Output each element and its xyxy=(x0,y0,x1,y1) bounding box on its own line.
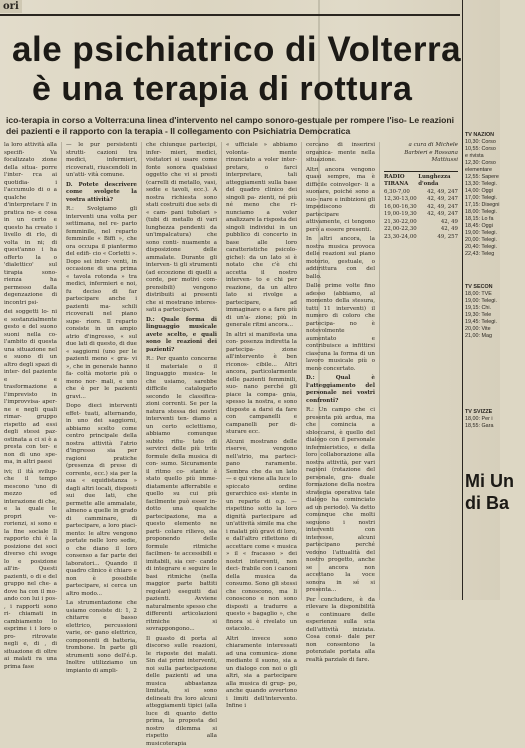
paragraph: In altri ancora, la nostra musica provoca delle reazioni sul piano motorio, gestuale, o addirittura con del ballo. xyxy=(306,236,375,281)
tv-listing-line: 10,30: Corso xyxy=(463,139,501,146)
radio-row xyxy=(384,211,458,219)
tv-listing-line: 19,45: Telegi. xyxy=(463,319,501,326)
paragraph: la loro attività alla specifi- Va focalizzato zione della situa- porre l'inter- rca ai quotidia- i l'accumulo di o a qualche d'interpretare l' in pratica no- e cosa in un certo e questo ha creato i livello di rlo, di volta in ni; di quest'anno i ha offerto la o 'dialettico' sul tirapia sono- rienza ha permesso dalla degenzazione di incontri psi- xyxy=(4,142,57,307)
radio-wavelength: 42, 49, 247 xyxy=(427,204,458,212)
tv-channel-title: TV SECON xyxy=(463,284,501,291)
interview-question: D.: Qual è l'atteggiamento del personale nei vostri confronti? xyxy=(306,375,375,405)
article-column-1 xyxy=(0,142,62,600)
tv-listing-line: 18,45: Oggi xyxy=(463,223,501,230)
radio-time: 12,30-13,00 xyxy=(384,196,417,204)
tv-listings-strip xyxy=(462,0,501,600)
paragraph: che chiunque partecipi, infer- mieri, medici, visitatori si usare come fonte sonora qualsiasi oggetto che vi si presti (carrelli di metallo, vasi, sedie e tavoli, ecc.). A nostra richiesta sono stati costruiti due sets di « cam- pani tubolari » (tubi di metallo di vari lunghezza pendenti da un'impalcatura) che sono conti- nuamente a disposizione delle ammalate. Durante gli interven- ti gli strumenti (ad eccezione di quelli a corde, per motivi com- prensibili) vengono distribuiti ai presenti che si mostrano interes- sati a parteciparvi. xyxy=(146,142,217,315)
article-column-3 xyxy=(142,142,222,600)
tv-listing-line: 14,00: Oggi xyxy=(463,188,501,195)
tv-block-secondo xyxy=(463,280,501,340)
radio-row xyxy=(384,204,458,212)
radio-wavelength: 42, 49, 247 xyxy=(427,196,458,204)
tv-listing-line: 19,15: Chi. xyxy=(463,305,501,312)
tv-lines xyxy=(463,291,501,340)
paragraph: La strumentazione che usiamo consiste di: 1, 2 chitarre e basso elettrico, percussioni varie, or- gano elettrico, componenti di batteria, trombone. In parte gli strumenti sono dell'é.p. Inoltre utilizziamo un impianto di ampli- xyxy=(66,600,137,675)
tv-listing-line: 17,00: Telegi. xyxy=(463,195,501,202)
tv-listing-line: 13,30: Telegi. xyxy=(463,181,501,188)
radio-time: 23,30-24,00 xyxy=(384,234,417,242)
tv-lines xyxy=(463,416,501,430)
tv-listing-line: 19,00: Telegi. xyxy=(463,230,501,237)
article-columns xyxy=(0,142,462,600)
radio-wavelength: 42, 49, 247 xyxy=(427,211,458,219)
paragraph: Alcuni mostrano delle riserve, vengono nell'atrio, ma parteci- pano raramente. Sembra che da un lato — e qui viene alla luce lo spiccato ordine gerarchico esi- stente in un reparto di o.p. — rispettino sotto la loro dignità partecipare ad un'attività simile ma che i malati più gravi di loro, e dall'altro riflettono di accettare come « musica » il « fracasso » dei nostri interventi, non deci- frabile con i canoni della musica da consumo. Sono gli stessi che conoscono, ma li conoscono e non sono disposti a tradurre a questo « bagaglio », che finora si è rivelato un ostacolo... xyxy=(226,439,297,634)
radio-time: 6,30-7,00 xyxy=(384,189,410,197)
tv-listing-line: 18,55: Gara xyxy=(463,423,501,430)
byline: a cura di Michele Barbieri e Rossana Mattiussi xyxy=(384,142,458,165)
article-column-5 xyxy=(302,142,380,600)
paragraph: Dopo dieci interventi effet- tuati, alternando, in uno dei saggiorni, abbiamo scelto come centro principale della nostra attività l'atrio d'ingresso sia per ragioni pratiche (presenza di prese di corrente, ecc.) sia per la sua « equidistanza » dagli altri locali, disposti sui due lati, che permette alle ammalate, almeno a quelle in grado di camminare, di partecipare, a loro piaci- mento: le altre vengono portate nelle loro sedie, o che diano il loro consenso a far parte dei laboratori... Quando il quadro clinico è chiaro e non è possibile partecipare, si cerca un altro modo... xyxy=(66,403,137,598)
interview-question: D. Potete descrivere come svolgete la vostra attività? xyxy=(66,182,137,205)
paragraph: R.: Un campo che ci presenta più ardua, ma che comincia a sbloccarsi, è quello del dialogo con il personale infermieristico, e della loro collaborazione alla nostra attività, per vari ragioni (rotazione del personale, gra- duale formazione della nostra strategia operativa tale dialogo ha cominciato ad un periodo). Va detto comunque che molti seguono i nostri interventi con interesse, alcuni partecipano perché vedono l'attualità del nostro progetto, anche se ancora non accettano la voce sonora in sé si presenta... xyxy=(306,407,375,595)
article-column-4 xyxy=(222,142,302,600)
top-rule xyxy=(0,14,460,16)
paragraph: Per concludere, è da rilevare la disponibilità e continuare delle esperienze sulla scia dell'attività iniziata. Cosa consi- dale per non consentono la potenziale portata alla realtà parziale di fare. xyxy=(306,597,375,665)
tv-listing-line: 20,00: Telegi. xyxy=(463,237,501,244)
paragraph: « ufficiale » abbiamo volonta- mente rinunciato a voler inter- pretare, o farci interpretare, tali atteggiamenti sulla base del quadro clinico dei singoli pa- zienti, né più né meno che ri- nunciamo a voler analizzare la risposta dei singoli individui in un pubblico di concerto in base alle loro caratteristiche psicolo- giche): da un lato si è notato che c'è chi accetta il nostro interven- to e chi per reazione, da un altro lato si rivolge a partecipare, ad immaginare o a fare più di un'a- zione; più in generale ritmi ancora... xyxy=(226,142,297,330)
radio-row xyxy=(384,189,458,197)
section-label: ori xyxy=(0,0,22,13)
tv-listing-line: 20,00: Vite xyxy=(463,326,501,333)
paragraph: dei soggetti lo- ni e sostanzialmente gesto e del suono suoni nella co- l'ambito di questa una situazione nel e suono di un altro degli spazi di inter- del paziente e e trasformazione a l'imprevisto in l'improvvisa- aper- ne e negli quali rimar- gruppo rispetto ad essi degli stessi paz- ostinata a ci si è a presta con ter- e non di uno spe- ma, in altri paesi xyxy=(4,309,57,467)
radio-row xyxy=(384,196,458,204)
tv-lines xyxy=(463,139,501,258)
paragraph: Altri invece sono chiaramente interessati ad una comunica- zione mediante il suono, sia a un dialogo con noi o gli altri, sia a partecipare alla musica di grup- po, anche quando avvertono i limiti dell'intervento. Infine i xyxy=(226,636,297,711)
paragraph: Dalle prime volte fino adesso (abbiamo, al momento della stesura, tutti 11 interventi) il numero di coloro che partecipa- no è notevolmente aumentato e contribuisce a infittirsi ciascuna la forma di un lavoro musicale più o meno concertato. xyxy=(306,283,375,373)
tv-block-svizzera xyxy=(463,405,501,430)
radio-time: 19,00-19,30 xyxy=(384,211,417,219)
tv-listing-line: 18,00: TVE xyxy=(463,291,501,298)
headline-line-2: è una terapia di rottura xyxy=(32,70,472,109)
tv-listing-line: 17,15: Disegni xyxy=(463,202,501,209)
radio-wavelength: 42, 49 xyxy=(441,226,458,234)
radio-time: 16,00-16,30 xyxy=(384,204,417,212)
radio-wavelength: 42, 49, 247 xyxy=(427,189,458,197)
tv-block-nazionale xyxy=(463,128,501,258)
radio-station-name: RADIO TIRANA xyxy=(384,174,418,189)
radio-wavelength: 42, 49 xyxy=(441,219,458,227)
paragraph: Il guasto di porta al discorso sulle reazioni, le risposte dei malati. Sin dai primi interventi, noi sulla partecipazione delle pazienti ad una musica abbastanza limitata, si sono delineati fra loro alcuni atteggiamenti tipici (alla luce di quanto detto prima, la proposta del nostro dilemma si rispetto alla musicoterapia xyxy=(146,636,217,748)
tv-listing-line: elementare xyxy=(463,167,501,174)
advertisement-fragment: Mi Un di Ba xyxy=(465,470,525,514)
paragraph: — le pur persistenti strutti- cazioni tra medici, infermieri, ricoverati, riuscendoli in un'atti- vità comune. xyxy=(66,142,137,180)
article-column-6 xyxy=(380,142,462,600)
tv-listing-line: 12,30: Corso xyxy=(463,160,501,167)
article-column-2 xyxy=(62,142,142,600)
tv-listing-line: 18,15: Lo fa xyxy=(463,216,501,223)
radio-schedule xyxy=(384,171,458,242)
paragraph: Altri ancora vengono quasi sempre, ma è difficile coinvolger- li a suonare, poiché sono a suo- nare e inibizioni gli impediscono di partecipare attivamente, ci tengono però a essere presenti. xyxy=(306,167,375,235)
tv-channel-title: TV SVIZZE xyxy=(463,409,501,416)
tv-listing-line: 22,43: Teleg xyxy=(463,251,501,258)
tv-listing-line: e rivista xyxy=(463,153,501,160)
paragraph: ivi; il ità svilup- che il tempo mescono 'uno di mezzo ed interazione di che, e la quale le propri ve- rorienzi, si sono e la fine sociale Il rapporto chi è la posizione dei soci diverso chi svoge lo e posizione all'in- Questi pazienti, o di e del gruppo nel che- a dove ha con il mo- ando con lui i pos- , i rapporti sono ri- chiamati in cambiamento lo esprime i i loro o pro- ritrovate negli e, di , di situazione di oltre ai malati ra una prima fase xyxy=(4,469,57,672)
radio-wavelength-header: Lunghezza d'onda xyxy=(418,174,458,189)
radio-header xyxy=(384,174,458,189)
tv-listing-line: 19,30: Tele xyxy=(463,312,501,319)
subheadline: ico-terapia in corso a Volterra:una linea d'intervento nel campo sonoro-gestuale per rompere l'iso- Le reazioni dei pazienti e il rapporto con la terapia - Il collegamento con Psichiatria Democratica xyxy=(6,115,458,137)
tv-listing-line: 18,00: Telegi. xyxy=(463,209,501,216)
tv-listing-line: 10,55: Corso xyxy=(463,146,501,153)
tv-listing-line: 12,55: Sapere xyxy=(463,174,501,181)
tv-listing-line: 18,00: Per i xyxy=(463,416,501,423)
tv-listing-line: 20,40: Telegi. xyxy=(463,244,501,251)
radio-row xyxy=(384,234,458,242)
headline-line-1: ale psichiatrico di Volterra xyxy=(12,30,452,70)
paragraph: In altri si manifesta una con- posenza indiretta la partecipa- zione all'intervento è ben riconos- cibile... Altri ancora, particolarmente delle pazienti femminili, suo- nano perché gli piace la compa- gnia, spesso la nostra, e sono disposte a darsi da fare con campanelli e campanelli per di- sturare ecc. xyxy=(226,332,297,437)
interview-question: D.: Quale forma di linguaggio musicale avete scelto, e quali sono le reazioni dei pazienti? xyxy=(146,317,217,355)
radio-time: 22,00-22,30 xyxy=(384,226,417,234)
radio-wavelength: 49, 257 xyxy=(437,234,458,242)
tv-listing-line: 19,00: Telegi. xyxy=(463,298,501,305)
tv-channel-title: TV NAZION xyxy=(463,132,501,139)
radio-time: 21,30-22,00 xyxy=(384,219,417,227)
paragraph: R.: Svolgiamo gli interventi una volta per settimana, nel re- parto femminile, nel reparto femminile « Biffi », che ora occupa il piantermo del edifi- cio « Corletti ». Dopo sei inter- venti, in occasione di una prima « tavola rotonda » tra medici, infermieri e noi, fu deciso di far partecipare anche i pazienti ma- schili ricoverati nel piano supe- riore. Il reparto consiste in un ampio atrio d'ingresso, « sul due lati di questo, di due « saggiorni (uno per le pazienti meno « gra- vi », che in generale hanno fa- coltà motorie più o meno nor- mali, e uno che è per le pazienti gravi... xyxy=(66,206,137,401)
paragraph: R.: Per quanto concerne il materiale o il linguaggio musica- le che usiamo, sarebbe difficile catalogarlo secondo le classifica- zioni correnti. Se per la natura stessa dei nostri interventi ten- diamo a un certo eclettismo, abbiamo comunque subito rifiu- tato di servirci delle più trite formule della musica di con- sumo. Sicuramente il ritmo co- stante è stato quello più imme- diatamente afferrabile e quello su cui più facilmente può esser in- dotto una qualche partecipazione, ma a questo elemento ne parti- colare rilievo, sia proponendo delle formule ritmiche facilmen- te accessibili e imitabili, sia cer- cando di integrare e seguire le basi ritmiche (nella maggior parte battiti regolari) eseguiti dai pazienti. Avviene naturalmente spesso che differenti articolazioni ritmiche si sovrappongono... xyxy=(146,356,217,634)
tv-listing-line: 21,00: Mag xyxy=(463,333,501,340)
paragraph: cercano di inserirsi organica- mente nella situazione. xyxy=(306,142,375,165)
radio-row xyxy=(384,219,458,227)
radio-row xyxy=(384,226,458,234)
